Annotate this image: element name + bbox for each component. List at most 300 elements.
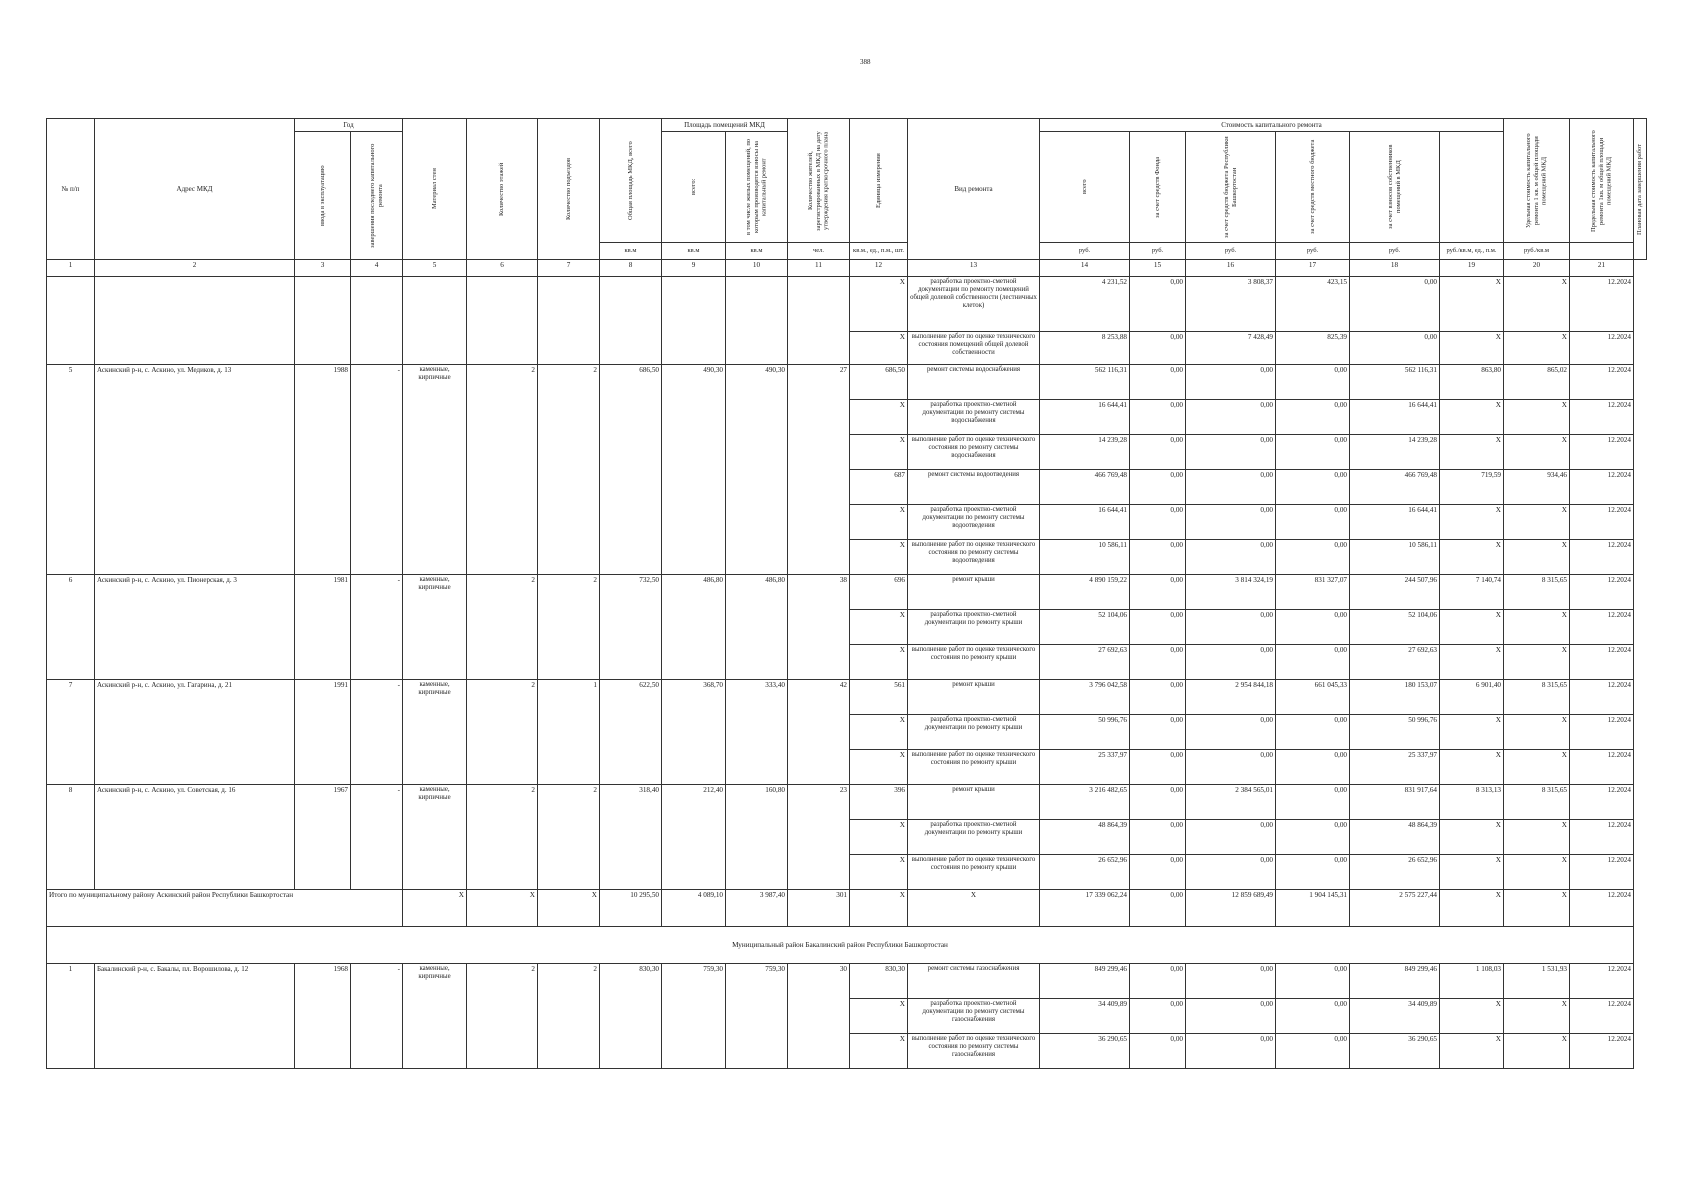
cost-rb-budget: 0,00 bbox=[1186, 855, 1276, 890]
header-fund-cell bbox=[1130, 132, 1186, 243]
header-entrances: Количество подъездов bbox=[564, 157, 572, 221]
work-type: выполнение работ по оценке технического состояния по ремонту крыши bbox=[908, 750, 1040, 785]
table-row bbox=[47, 277, 1647, 332]
header-local-budget: за счет средств местного бюджета bbox=[1308, 139, 1316, 235]
wall-material: каменные, кирпичные bbox=[403, 680, 467, 785]
total-area: 10 295,50 bbox=[600, 890, 662, 927]
cost-local-budget: 0,00 bbox=[1276, 400, 1350, 435]
total-residents: 301 bbox=[788, 890, 850, 927]
entrances: 1 bbox=[538, 680, 600, 785]
planned-date: 12.2024 bbox=[1570, 365, 1634, 400]
header-rb-budget-cell bbox=[1186, 132, 1276, 243]
cost-fund: 0,00 bbox=[1130, 610, 1186, 645]
cost-total: 10 586,11 bbox=[1040, 540, 1130, 575]
limit-cost: X bbox=[1504, 332, 1570, 365]
header-unit-cost: Удельная стоимость капитального ремонта 1 кв. м общей площади помещений МКД bbox=[1524, 133, 1548, 228]
cost-total: 14 239,28 bbox=[1040, 435, 1130, 470]
unit-cell: руб. bbox=[1130, 243, 1186, 260]
cost-local-budget: 0,00 bbox=[1276, 470, 1350, 505]
year-last-repair: - bbox=[351, 785, 403, 890]
header-year-commissioning: ввода в эксплуатацию bbox=[318, 165, 326, 226]
header-floors: Количество этажей bbox=[498, 162, 506, 216]
cost-owners: 831 917,64 bbox=[1350, 785, 1440, 820]
wall-material: каменные, кирпичные bbox=[403, 785, 467, 890]
cost-local-budget: 0,00 bbox=[1276, 785, 1350, 820]
building-address: Аскинский р-н, с. Аскино, ул. Пионерская, д. 3 bbox=[95, 575, 295, 680]
cost-fund: 0,00 bbox=[1130, 470, 1186, 505]
total-material: X bbox=[403, 890, 467, 927]
cost-owners: 244 507,96 bbox=[1350, 575, 1440, 610]
unit-cost: X bbox=[1440, 750, 1504, 785]
cost-owners: 0,00 bbox=[1350, 277, 1440, 332]
unit-value: 396 bbox=[850, 785, 908, 820]
entrances: 2 bbox=[538, 575, 600, 680]
limit-cost: X bbox=[1504, 505, 1570, 540]
table-body bbox=[47, 260, 1647, 1069]
column-number: 4 bbox=[351, 260, 403, 277]
unit-cell: кв.м bbox=[662, 243, 726, 260]
cost-rb-budget: 2 384 565,01 bbox=[1186, 785, 1276, 820]
cost-total: 26 652,96 bbox=[1040, 855, 1130, 890]
cost-total: 4 890 159,22 bbox=[1040, 575, 1130, 610]
header-entrances-cell bbox=[538, 119, 600, 260]
header-rb-budget: за счет средств бюджета Республики Башкортостан bbox=[1222, 136, 1238, 238]
header-planned-date-cell bbox=[1634, 119, 1647, 260]
column-number: 20 bbox=[1504, 260, 1570, 277]
limit-cost: X bbox=[1504, 400, 1570, 435]
limit-cost: 8 315,65 bbox=[1504, 785, 1570, 820]
cost-total: 16 644,41 bbox=[1040, 400, 1130, 435]
column-number: 19 bbox=[1440, 260, 1504, 277]
header-premises-total-cell bbox=[662, 132, 726, 243]
cost-total: 50 996,76 bbox=[1040, 715, 1130, 750]
total-unit-cost: X bbox=[1440, 890, 1504, 927]
cost-total: 4 231,52 bbox=[1040, 277, 1130, 332]
year-commissioning: 1988 bbox=[295, 365, 351, 575]
unit-value: 687 bbox=[850, 470, 908, 505]
empty-cell bbox=[295, 277, 351, 365]
year-last-repair: - bbox=[351, 365, 403, 575]
total-premises: 4 089,10 bbox=[662, 890, 726, 927]
empty-cell bbox=[538, 277, 600, 365]
cost-total: 48 864,39 bbox=[1040, 820, 1130, 855]
limit-cost: X bbox=[1504, 645, 1570, 680]
unit-cost: 1 108,03 bbox=[1440, 964, 1504, 999]
unit-value: X bbox=[850, 855, 908, 890]
cost-rb-budget: 7 428,49 bbox=[1186, 332, 1276, 365]
limit-cost: X bbox=[1504, 855, 1570, 890]
building-address: Аскинский р-н, с. Аскино, ул. Гагарина, д. 21 bbox=[95, 680, 295, 785]
repair-plan-table-wrapper bbox=[46, 118, 1647, 1069]
wall-material: каменные, кирпичные bbox=[403, 964, 467, 1069]
cost-rb-budget: 0,00 bbox=[1186, 715, 1276, 750]
cost-fund: 0,00 bbox=[1130, 999, 1186, 1034]
planned-date: 12.2024 bbox=[1570, 999, 1634, 1034]
premises-area: 759,30 bbox=[662, 964, 726, 1069]
header-premises-total: всего: bbox=[689, 178, 697, 196]
year-last-repair: - bbox=[351, 680, 403, 785]
total-unit: X bbox=[850, 890, 908, 927]
cost-total: 8 253,88 bbox=[1040, 332, 1130, 365]
unit-value: X bbox=[850, 820, 908, 855]
building-number: 7 bbox=[47, 680, 95, 785]
year-last-repair: - bbox=[351, 575, 403, 680]
entrances: 2 bbox=[538, 365, 600, 575]
column-number: 12 bbox=[850, 260, 908, 277]
cost-rb-budget: 0,00 bbox=[1186, 505, 1276, 540]
unit-cost: X bbox=[1440, 645, 1504, 680]
year-last-repair: - bbox=[351, 964, 403, 1069]
year-commissioning: 1991 bbox=[295, 680, 351, 785]
cost-owners: 16 644,41 bbox=[1350, 505, 1440, 540]
cost-fund: 0,00 bbox=[1130, 855, 1186, 890]
work-type: выполнение работ по оценке технического состояния по ремонту системы газоснабжения bbox=[908, 1034, 1040, 1069]
work-type: выполнение работ по оценке технического состояния по ремонту крыши bbox=[908, 855, 1040, 890]
building-address: Аскинский р-н, с. Аскино, ул. Медиков, д. 13 bbox=[95, 365, 295, 575]
column-number: 11 bbox=[788, 260, 850, 277]
cost-rb-budget: 0,00 bbox=[1186, 610, 1276, 645]
header-year-commissioning-cell bbox=[295, 132, 351, 260]
floors: 2 bbox=[467, 964, 538, 1069]
header-planned-date: Плановая дата завершения работ bbox=[1636, 143, 1643, 235]
header-unit-cost-cell bbox=[1504, 119, 1570, 243]
column-number: 1 bbox=[47, 260, 95, 277]
header-no: № п/п bbox=[47, 119, 95, 260]
unit-cost: X bbox=[1440, 435, 1504, 470]
column-number: 21 bbox=[1570, 260, 1634, 277]
cost-local-budget: 0,00 bbox=[1276, 645, 1350, 680]
work-type: ремонт крыши bbox=[908, 785, 1040, 820]
cost-owners: 466 769,48 bbox=[1350, 470, 1440, 505]
unit-cost: X bbox=[1440, 277, 1504, 332]
column-number: 14 bbox=[1040, 260, 1130, 277]
unit-cost: 6 901,40 bbox=[1440, 680, 1504, 715]
cost-rb-budget: 0,00 bbox=[1186, 820, 1276, 855]
building-number: 1 bbox=[47, 964, 95, 1069]
cost-local-budget: 0,00 bbox=[1276, 1034, 1350, 1069]
unit-cost: X bbox=[1440, 820, 1504, 855]
column-number: 18 bbox=[1350, 260, 1440, 277]
cost-rb-budget: 0,00 bbox=[1186, 999, 1276, 1034]
total-label: Итого по муниципальному району Аскинский район Республики Башкортостан bbox=[47, 890, 403, 927]
unit-cost: X bbox=[1440, 855, 1504, 890]
unit-value: X bbox=[850, 277, 908, 332]
cost-local-budget: 0,00 bbox=[1276, 365, 1350, 400]
planned-date: 12.2024 bbox=[1570, 540, 1634, 575]
unit-value: X bbox=[850, 435, 908, 470]
floors: 2 bbox=[467, 365, 538, 575]
cost-owners: 180 153,07 bbox=[1350, 680, 1440, 715]
work-type: выполнение работ по оценке технического состояния по ремонту крыши bbox=[908, 645, 1040, 680]
total-fund: 0,00 bbox=[1130, 890, 1186, 927]
empty-cell bbox=[95, 277, 295, 365]
unit-cost: 7 140,74 bbox=[1440, 575, 1504, 610]
planned-date: 12.2024 bbox=[1570, 575, 1634, 610]
residents: 42 bbox=[788, 680, 850, 785]
header-fund: за счет средств Фонда bbox=[1153, 156, 1161, 218]
cost-fund: 0,00 bbox=[1130, 365, 1186, 400]
unit-cost: X bbox=[1440, 1034, 1504, 1069]
limit-cost: X bbox=[1504, 435, 1570, 470]
work-type: разработка проектно-сметной документации по ремонту помещений общей долевой собственности (лестничных клеток) bbox=[908, 277, 1040, 332]
header-address: Адрес МКД bbox=[95, 119, 295, 260]
cost-local-budget: 423,15 bbox=[1276, 277, 1350, 332]
total-planned-date: 12.2024 bbox=[1570, 890, 1634, 927]
year-commissioning: 1968 bbox=[295, 964, 351, 1069]
building-address: Бакалинский р-н, с. Бакалы, пл. Ворошилова, д. 12 bbox=[95, 964, 295, 1069]
cost-rb-budget: 3 808,37 bbox=[1186, 277, 1276, 332]
cost-local-budget: 0,00 bbox=[1276, 820, 1350, 855]
work-type: выполнение работ по оценке технического состояния по ремонту системы водоотведения bbox=[908, 540, 1040, 575]
unit-value: X bbox=[850, 1034, 908, 1069]
column-number: 17 bbox=[1276, 260, 1350, 277]
column-number: 13 bbox=[908, 260, 1040, 277]
section-title: Муниципальный район Бакалинский район Республики Башкортостан bbox=[47, 927, 1634, 964]
unit-cell: руб./кв.м, ед., п.м. bbox=[1440, 243, 1504, 260]
cost-local-budget: 0,00 bbox=[1276, 855, 1350, 890]
cost-fund: 0,00 bbox=[1130, 540, 1186, 575]
table-row bbox=[47, 964, 1647, 999]
work-type: ремонт системы газоснабжения bbox=[908, 964, 1040, 999]
cost-fund: 0,00 bbox=[1130, 715, 1186, 750]
limit-cost: X bbox=[1504, 750, 1570, 785]
building-number: 8 bbox=[47, 785, 95, 890]
unit-value: X bbox=[850, 332, 908, 365]
table-row bbox=[47, 680, 1647, 715]
unit-cell: руб. bbox=[1350, 243, 1440, 260]
header-owners-cell bbox=[1350, 132, 1440, 243]
residents: 23 bbox=[788, 785, 850, 890]
cost-total: 466 769,48 bbox=[1040, 470, 1130, 505]
header-unit: Единица измерения bbox=[874, 153, 882, 208]
floors: 2 bbox=[467, 680, 538, 785]
planned-date: 12.2024 bbox=[1570, 855, 1634, 890]
page-number: 388 bbox=[860, 58, 871, 66]
total-owners: 2 575 227,44 bbox=[1350, 890, 1440, 927]
total-work: X bbox=[908, 890, 1040, 927]
cost-fund: 0,00 bbox=[1130, 964, 1186, 999]
header-floors-cell bbox=[467, 119, 538, 260]
cost-fund: 0,00 bbox=[1130, 1034, 1186, 1069]
total-area: 686,50 bbox=[600, 365, 662, 575]
cost-owners: 562 116,31 bbox=[1350, 365, 1440, 400]
cost-local-budget: 0,00 bbox=[1276, 715, 1350, 750]
work-type: разработка проектно-сметной документации по ремонту системы водоотведения bbox=[908, 505, 1040, 540]
cost-fund: 0,00 bbox=[1130, 750, 1186, 785]
building-address: Аскинский р-н, с. Аскино, ул. Советская, д. 16 bbox=[95, 785, 295, 890]
limit-cost: X bbox=[1504, 610, 1570, 645]
unit-value: X bbox=[850, 715, 908, 750]
column-numbers-row bbox=[47, 260, 1647, 277]
work-type: выполнение работ по оценке технического состояния помещений общей долевой собственности bbox=[908, 332, 1040, 365]
unit-value: 696 bbox=[850, 575, 908, 610]
limit-cost: 1 531,93 bbox=[1504, 964, 1570, 999]
total-local-budget: 1 904 145,31 bbox=[1276, 890, 1350, 927]
cost-total: 16 644,41 bbox=[1040, 505, 1130, 540]
year-commissioning: 1967 bbox=[295, 785, 351, 890]
unit-cell: руб. bbox=[1276, 243, 1350, 260]
cost-local-budget: 831 327,07 bbox=[1276, 575, 1350, 610]
column-number: 15 bbox=[1130, 260, 1186, 277]
planned-date: 12.2024 bbox=[1570, 1034, 1634, 1069]
limit-cost: X bbox=[1504, 540, 1570, 575]
unit-cost: 719,59 bbox=[1440, 470, 1504, 505]
header-limit-cost: Предельная стоимость капитального ремонта 1кв. м общей площади помещений МКД bbox=[1589, 129, 1613, 232]
cost-owners: 10 586,11 bbox=[1350, 540, 1440, 575]
cost-fund: 0,00 bbox=[1130, 505, 1186, 540]
residents: 30 bbox=[788, 964, 850, 1069]
unit-cost: X bbox=[1440, 332, 1504, 365]
cost-local-budget: 0,00 bbox=[1276, 999, 1350, 1034]
floors: 2 bbox=[467, 785, 538, 890]
unit-cell: руб. bbox=[1040, 243, 1130, 260]
repair-plan-table bbox=[46, 118, 1647, 1069]
header-premises-contrib: в том числе жилых помещений, по которым производятся взносы на капитальный ремонт bbox=[744, 138, 768, 236]
unit-cost: X bbox=[1440, 540, 1504, 575]
planned-date: 12.2024 bbox=[1570, 277, 1634, 332]
unit-value: X bbox=[850, 400, 908, 435]
limit-cost: 934,46 bbox=[1504, 470, 1570, 505]
total-entrances: X bbox=[538, 890, 600, 927]
cost-local-budget: 661 045,33 bbox=[1276, 680, 1350, 715]
limit-cost: X bbox=[1504, 1034, 1570, 1069]
table-row bbox=[47, 785, 1647, 820]
header-limit-cost-cell bbox=[1570, 119, 1634, 243]
premises-area: 368,70 bbox=[662, 680, 726, 785]
unit-value: X bbox=[850, 505, 908, 540]
cost-rb-budget: 0,00 bbox=[1186, 750, 1276, 785]
empty-cell bbox=[600, 277, 662, 365]
unit-value: X bbox=[850, 750, 908, 785]
cost-fund: 0,00 bbox=[1130, 332, 1186, 365]
header-residents-cell bbox=[788, 119, 850, 243]
unit-cell: руб./кв.м bbox=[1504, 243, 1570, 260]
limit-cost: X bbox=[1504, 277, 1570, 332]
unit-cell: руб. bbox=[1186, 243, 1276, 260]
entrances: 2 bbox=[538, 964, 600, 1069]
header-cost: Стоимость капитального ремонта bbox=[1040, 119, 1504, 132]
cost-rb-budget: 0,00 bbox=[1186, 540, 1276, 575]
planned-date: 12.2024 bbox=[1570, 820, 1634, 855]
unit-cell: кв.м bbox=[600, 243, 662, 260]
cost-owners: 26 652,96 bbox=[1350, 855, 1440, 890]
total-cost: 17 339 062,24 bbox=[1040, 890, 1130, 927]
building-number: 5 bbox=[47, 365, 95, 575]
column-number: 9 bbox=[662, 260, 726, 277]
cost-owners: 25 337,97 bbox=[1350, 750, 1440, 785]
header-unit-cell bbox=[850, 119, 908, 243]
limit-cost: X bbox=[1504, 715, 1570, 750]
premises-area: 486,80 bbox=[662, 575, 726, 680]
cost-owners: 50 996,76 bbox=[1350, 715, 1440, 750]
column-number: 5 bbox=[403, 260, 467, 277]
cost-total: 27 692,63 bbox=[1040, 645, 1130, 680]
column-number: 16 bbox=[1186, 260, 1276, 277]
entrances: 2 bbox=[538, 785, 600, 890]
planned-date: 12.2024 bbox=[1570, 610, 1634, 645]
empty-cell bbox=[467, 277, 538, 365]
residents: 38 bbox=[788, 575, 850, 680]
empty-cell bbox=[662, 277, 726, 365]
planned-date: 12.2024 bbox=[1570, 400, 1634, 435]
cost-local-budget: 0,00 bbox=[1276, 610, 1350, 645]
limit-cost: 8 315,65 bbox=[1504, 575, 1570, 610]
cost-fund: 0,00 bbox=[1130, 820, 1186, 855]
work-type: разработка проектно-сметной документации по ремонту крыши bbox=[908, 715, 1040, 750]
cost-total: 52 104,06 bbox=[1040, 610, 1130, 645]
premises-contrib-area: 759,30 bbox=[726, 964, 788, 1069]
cost-owners: 48 864,39 bbox=[1350, 820, 1440, 855]
limit-cost: 8 315,65 bbox=[1504, 680, 1570, 715]
work-type: разработка проектно-сметной документации по ремонту системы газоснабжения bbox=[908, 999, 1040, 1034]
planned-date: 12.2024 bbox=[1570, 715, 1634, 750]
premises-area: 212,40 bbox=[662, 785, 726, 890]
planned-date: 12.2024 bbox=[1570, 332, 1634, 365]
cost-total: 36 290,65 bbox=[1040, 1034, 1130, 1069]
cost-fund: 0,00 bbox=[1130, 575, 1186, 610]
cost-fund: 0,00 bbox=[1130, 680, 1186, 715]
total-area: 732,50 bbox=[600, 575, 662, 680]
cost-total: 562 116,31 bbox=[1040, 365, 1130, 400]
building-number: 6 bbox=[47, 575, 95, 680]
unit-value: 561 bbox=[850, 680, 908, 715]
cost-owners: 14 239,28 bbox=[1350, 435, 1440, 470]
cost-fund: 0,00 bbox=[1130, 277, 1186, 332]
unit-cell: чел. bbox=[788, 243, 850, 260]
header-local-budget-cell bbox=[1276, 132, 1350, 243]
work-type: разработка проектно-сметной документации по ремонту системы водоснабжения bbox=[908, 400, 1040, 435]
column-number: 8 bbox=[600, 260, 662, 277]
planned-date: 12.2024 bbox=[1570, 435, 1634, 470]
header-total-area-cell bbox=[600, 119, 662, 243]
cost-rb-budget: 0,00 bbox=[1186, 645, 1276, 680]
cost-fund: 0,00 bbox=[1130, 785, 1186, 820]
header-work-type: Вид ремонта bbox=[908, 119, 1040, 260]
premises-area: 490,30 bbox=[662, 365, 726, 575]
planned-date: 12.2024 bbox=[1570, 680, 1634, 715]
total-limit-cost: X bbox=[1504, 890, 1570, 927]
column-number: 2 bbox=[95, 260, 295, 277]
limit-cost: X bbox=[1504, 999, 1570, 1034]
cost-total: 3 216 482,65 bbox=[1040, 785, 1130, 820]
cost-fund: 0,00 bbox=[1130, 645, 1186, 680]
premises-contrib-area: 486,80 bbox=[726, 575, 788, 680]
empty-cell bbox=[788, 277, 850, 365]
header-year-last-repair: завершения последнего капитального ремонта bbox=[368, 143, 384, 248]
cost-owners: 27 692,63 bbox=[1350, 645, 1440, 680]
cost-fund: 0,00 bbox=[1130, 400, 1186, 435]
cost-rb-budget: 2 954 844,18 bbox=[1186, 680, 1276, 715]
work-type: ремонт крыши bbox=[908, 575, 1040, 610]
header-row-1 bbox=[47, 119, 1647, 132]
header-total-area: Общая площадь МКД, всего bbox=[626, 141, 634, 220]
cost-owners: 0,00 bbox=[1350, 332, 1440, 365]
cost-owners: 36 290,65 bbox=[1350, 1034, 1440, 1069]
planned-date: 12.2024 bbox=[1570, 505, 1634, 540]
header-cost-total-cell bbox=[1040, 132, 1130, 243]
year-commissioning: 1981 bbox=[295, 575, 351, 680]
cost-fund: 0,00 bbox=[1130, 435, 1186, 470]
unit-cost: 8 313,13 bbox=[1440, 785, 1504, 820]
column-number: 3 bbox=[295, 260, 351, 277]
cost-local-budget: 825,39 bbox=[1276, 332, 1350, 365]
limit-cost: 865,02 bbox=[1504, 365, 1570, 400]
floors: 2 bbox=[467, 575, 538, 680]
cost-local-budget: 0,00 bbox=[1276, 435, 1350, 470]
empty-cell bbox=[403, 277, 467, 365]
work-type: разработка проектно-сметной документации по ремонту крыши bbox=[908, 820, 1040, 855]
unit-value: X bbox=[850, 610, 908, 645]
